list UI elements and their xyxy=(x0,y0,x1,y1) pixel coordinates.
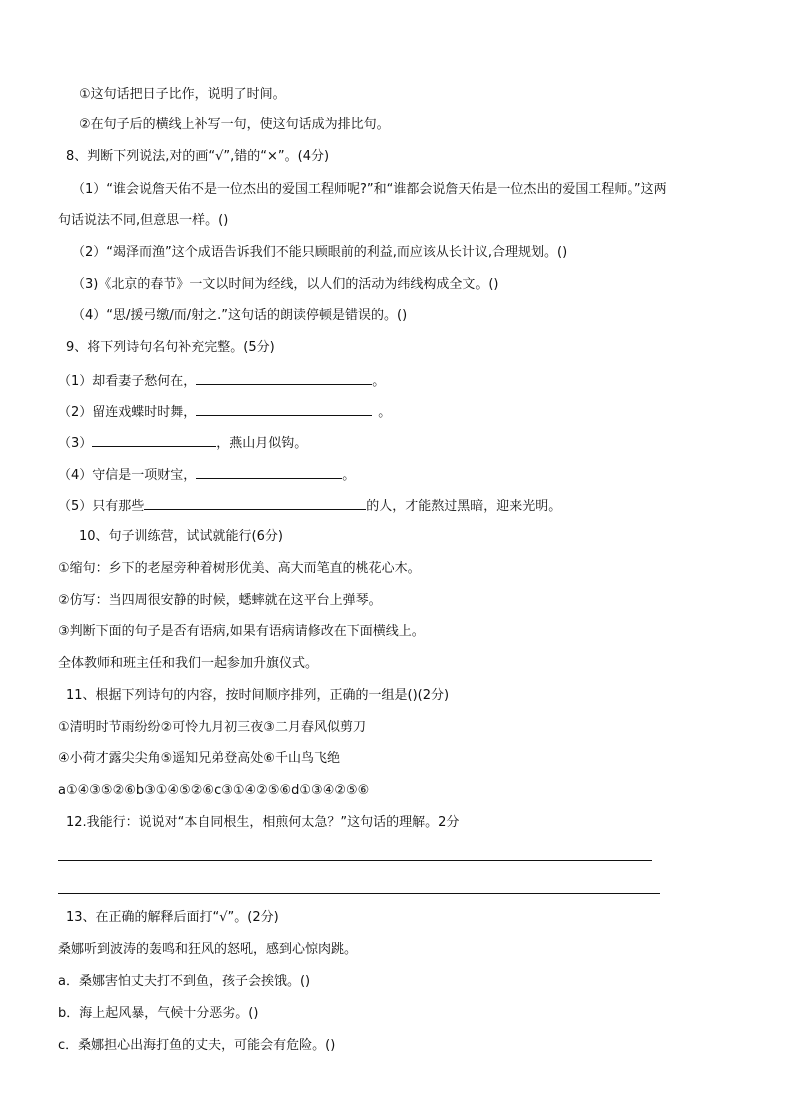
q10-title: 10、句子训练营，试试就能行(6分) xyxy=(79,529,283,544)
q9-item-4 xyxy=(58,465,355,485)
q9-item-3 xyxy=(58,433,307,453)
q9-item-5-text: （5）只有那些 xyxy=(58,499,145,514)
q9-blank-3[interactable] xyxy=(92,433,216,447)
q11-poems-2: ④小荷才露尖尖角⑤遥知兄弟登高处⑥千山鸟飞绝 xyxy=(58,751,340,766)
q13-option-b: b．海上起风暴，气候十分恶劣。() xyxy=(58,1006,259,1021)
q8-item-4: （4）“思/援弓缴/而/射之.”这句话的朗读停顿是错误的。() xyxy=(72,308,408,323)
q9-item-2-end: 。 xyxy=(378,405,392,420)
q9-item-1-end: 。 xyxy=(372,374,386,389)
q9-item-3-end: ，燕山月似钩。 xyxy=(216,436,308,451)
q11-title: 11、根据下列诗句的内容，按时间顺序排列，正确的一组是()(2分) xyxy=(66,688,450,703)
q9-blank-1[interactable] xyxy=(196,371,372,385)
q8-item-2: （2）“竭泽而渔”这个成语告诉我们不能只顾眼前的利益,而应该从长计议,合理规划。() xyxy=(72,245,568,260)
q9-item-4-end: 。 xyxy=(342,468,356,483)
q9-title: 9、将下列诗句名句补充完整。(5分) xyxy=(66,340,275,355)
q9-item-1-text: （1）却看妻子愁何在， xyxy=(58,374,197,389)
q10-item-1: ①缩句：乡下的老屋旁种着树形优美、高大而笔直的桃花心木。 xyxy=(58,561,421,576)
q7-line-2: ②在句子后的横线上补写一句，使这句话成为排比句。 xyxy=(79,117,390,132)
q8-item-3: （3)《北京的春节》一文以时间为经线，以人们的活动为纬线构成全文。() xyxy=(72,277,499,292)
q9-item-1 xyxy=(58,371,385,391)
q10-item-2: ②仿写：当四周很安静的时候，蟋蟀就在这平台上弹琴。 xyxy=(58,593,382,608)
q13-option-a: a．桑娜害怕丈夫打不到鱼，孩子会挨饿。() xyxy=(58,974,311,989)
q9-item-3-text: （3） xyxy=(58,436,93,451)
q8-item-1-cont: 句话说法不同,但意思一样。() xyxy=(58,213,229,228)
q9-blank-5[interactable] xyxy=(144,496,366,510)
q7-line-1: ①这句话把日子比作，说明了时间。 xyxy=(79,87,286,102)
q8-item-1: （1）“谁会说詹天佑不是一位杰出的爱国工程师呢?”和“谁都会说詹天佑是一位杰出的爱国工程师。”这两 xyxy=(72,182,667,197)
q9-blank-4[interactable] xyxy=(196,465,342,479)
q12-answer-line-1[interactable] xyxy=(58,860,652,861)
q9-item-2 xyxy=(58,402,391,422)
q9-blank-2[interactable] xyxy=(196,402,372,416)
q11-poems-1: ①清明时节雨纷纷②可怜九月初三夜③二月春风似剪刀 xyxy=(58,720,366,735)
q10-item-3: ③判断下面的句子是否有语病,如果有语病请修改在下面横线上。 xyxy=(58,624,425,639)
q9-item-5 xyxy=(58,496,561,516)
q13-stem: 桑娜听到波涛的轰鸣和狂风的怒吼，感到心惊肉跳。 xyxy=(58,942,358,957)
q9-item-2-text: （2）留连戏蝶时时舞， xyxy=(58,405,197,420)
q9-item-5-end: 的人，才能熬过黑暗，迎来光明。 xyxy=(366,499,562,514)
q13-option-c: c．桑娜担心出海打鱼的丈夫，可能会有危险。() xyxy=(58,1038,336,1053)
q12-title: 12.我能行：说说对“本自同根生，相煎何太急？”这句话的理解。2分 xyxy=(66,815,460,830)
q10-sentence: 全体教师和班主任和我们一起参加升旗仪式。 xyxy=(58,656,319,671)
q11-options: a①④③⑤②⑥b③①④⑤②⑥c③①④②⑤⑥d①③④②⑤⑥ xyxy=(58,783,370,798)
q8-title: 8、判断下列说法,对的画“√”,错的“×”。(4分) xyxy=(66,149,330,164)
q9-item-4-text: （4）守信是一项财宝， xyxy=(58,468,197,483)
q12-answer-line-2[interactable] xyxy=(58,893,660,894)
q13-title: 13、在正确的解释后面打“√”。(2分) xyxy=(66,910,279,925)
